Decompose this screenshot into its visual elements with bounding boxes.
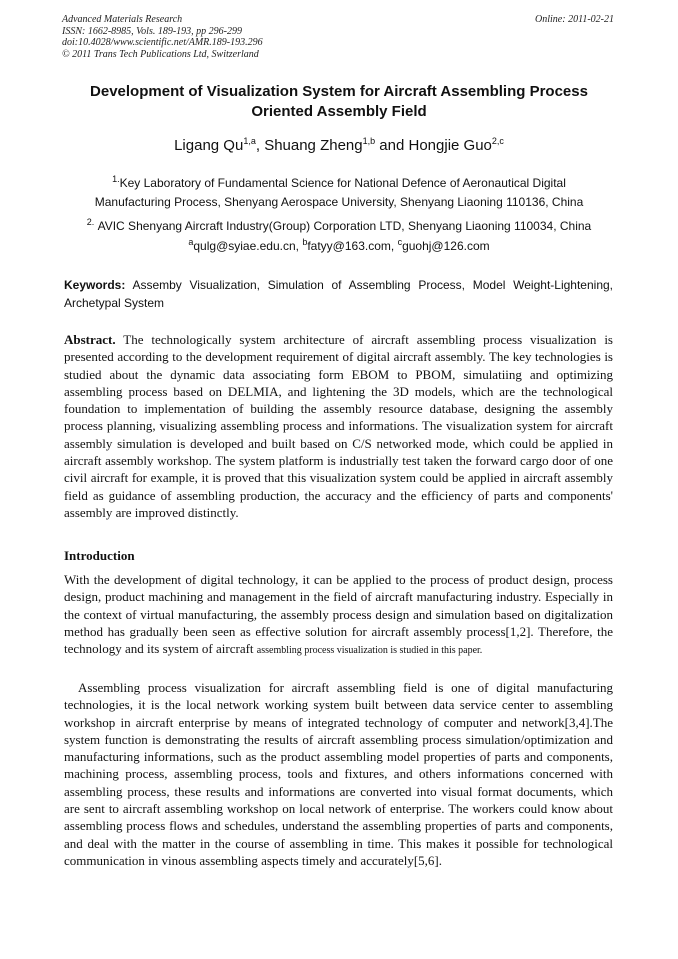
affiliation-2-sup: 2. bbox=[86, 217, 95, 227]
author-1-sup: 1,a bbox=[243, 136, 256, 146]
keywords-section bbox=[64, 276, 613, 312]
author-1: Ligang Qu bbox=[174, 137, 244, 154]
author-2: Shuang Zheng bbox=[264, 137, 363, 154]
email-c-sup: c bbox=[397, 237, 403, 247]
author-2-sup: 1,b bbox=[362, 136, 376, 146]
title-line-1: Development of Visualization System for Aircraft Assembling Process bbox=[90, 83, 588, 100]
introduction-heading: Introduction bbox=[64, 548, 135, 563]
doi-line: doi:10.4028/www.scientific.net/AMR.189-193.296 bbox=[62, 37, 263, 48]
affiliation-2 bbox=[60, 213, 618, 236]
email-c: guohj@126.com bbox=[402, 239, 490, 253]
email-a: qulg@syiae.edu.cn, bbox=[193, 239, 299, 253]
email-line bbox=[60, 237, 618, 253]
copyright-line: © 2011 Trans Tech Publications Ltd, Switzerland bbox=[62, 48, 259, 60]
affiliation-1-line-2: Manufacturing Process, Shenyang Aerospace University, Shenyang Liaoning 110136, China bbox=[94, 195, 584, 209]
abstract-section bbox=[64, 331, 613, 521]
affiliation-2-text: AVIC Shenyang Aircraft Industry(Group) Corporation LTD, Shenyang Liaoning 110034, China bbox=[97, 219, 592, 233]
introduction-paragraph-2: Assembling process visualization for aircraft assembling field is one of digital manufacturing technologies, it is the local network working system built between data service center to assembling workshop in aircraft enterprise by means of integrated technology of computer and network[3,4].The system function is demonstrating the results of aircraft assembling process simulation/optimization and manufacturing informations, such as the product assembling model properties of parts and components, machining process, assembling process, tools and fixtures, and others informations concerned with assembling process, these results and informations are converted into visual format documents, which are sent to aircraft assembling workshop on local network of enterprise. The workers could know about assembling process flows and schedules, understand the assembling properties of parts and components, and deal with the matter in the course of assembling in time. This makes it possible for technological communication in vinous assembling aspects timely and accurately[5,6]. bbox=[64, 680, 613, 868]
email-b: fatyy@163.com, bbox=[307, 239, 395, 253]
journal-name: Advanced Materials Research bbox=[62, 14, 183, 25]
keywords-text: Assemby Visualization, Simulation of Assembling Process, Model Weight-Lightening, Archetypal System bbox=[64, 278, 613, 310]
paragraph-1-small-text: assembling process visualization is studied in this paper. bbox=[256, 645, 483, 657]
issn-line: ISSN: 1662-8985, Vols. 189-193, pp 296-299 bbox=[62, 25, 242, 37]
paragraph-1-main: With the development of digital technology, it can be applied to the process of product design, process design, product machining and management in the field of aircraft manufacturing industry. Especially in the context of virtual manufacturing, the assembly process design and simulation based on digitalization method has gradually been seen as effective solution for aircraft assembly process[1,2]. Therefore, the technology and its system of aircraft bbox=[64, 572, 613, 657]
email-b-sup: b bbox=[302, 237, 308, 247]
affiliation-1-line-1: Key Laboratory of Fundamental Science for National Defence of Aeronautical Digital bbox=[119, 176, 566, 190]
abstract-label: Abstract. bbox=[64, 332, 116, 347]
journal-header bbox=[62, 14, 614, 60]
abstract-text: The technologically system architecture of aircraft assembling process visualization is presented according to the development requirement of digital aircraft assembly. The key technologies is studied about the dynamic data associating form EBOM to PBOM, simulatiing and optimizing assembling process based on DELMIA, and lightening the 3D models, which are the technological foundation to implementation of building the assembly resource database, designing the assembly process planning, visualizing assembling process and informations. The visualization system for aircraft assembly simulation is developed and built based on C/S networked mode, which could be applied in aircraft assembly workshop. The system platform is industrially test taken the forward cargo door of one civil aircraft for example, it is proved that this visualization system could be applied in aircraft assembly field as guidance of assembling production, the accuracy and the efficiency of parts and components' assembly are improved distinctly. bbox=[64, 332, 613, 520]
author-3-sup: 2,c bbox=[491, 136, 504, 146]
author-conj: and bbox=[379, 137, 405, 154]
affiliation-1-sup: 1. bbox=[112, 174, 120, 184]
email-a-sup: a bbox=[188, 237, 194, 247]
title-line-2: Oriented Assembly Field bbox=[251, 103, 427, 120]
online-date: Online: 2011-02-21 bbox=[535, 14, 614, 25]
introduction-paragraph-1 bbox=[64, 571, 613, 659]
affiliation-1 bbox=[60, 170, 618, 212]
keywords-label: Keywords: bbox=[64, 278, 126, 292]
author-list: Ligang Qu$^{1,a}$, Shuang Zheng$^{1,b}$ and Hongjie Guo$^{2,c}$ bbox=[174, 136, 504, 154]
paper-title bbox=[60, 82, 618, 122]
author-3: Hongjie Guo bbox=[408, 137, 492, 154]
